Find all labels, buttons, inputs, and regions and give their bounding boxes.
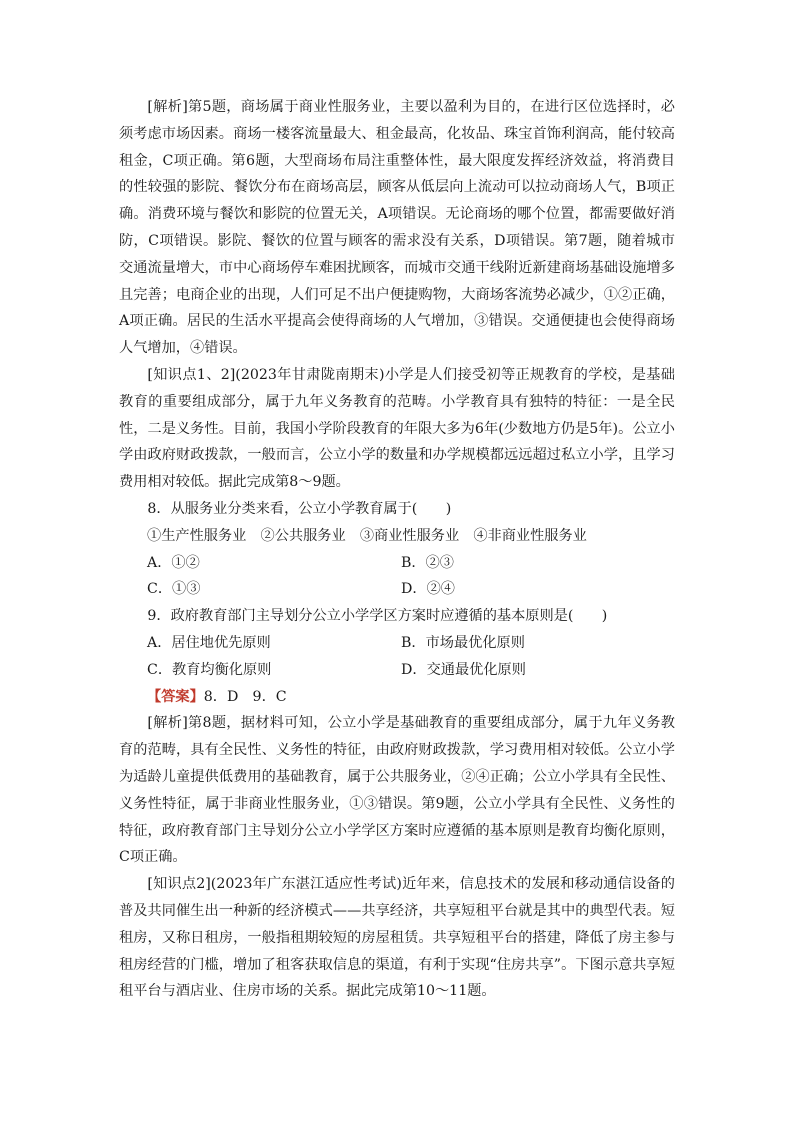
option-9d: D．交通最优化原则 xyxy=(401,661,526,678)
document-page xyxy=(119,94,675,1005)
question-8-items: ①生产性服务业 ②公共服务业 ③商业性服务业 ④非商业性服务业 xyxy=(147,527,587,544)
answer-tag: 【答案】 xyxy=(147,688,204,705)
question-8-stem: 8．从服务业分类来看，公立小学教育属于( ) xyxy=(147,500,452,517)
answer-text: 8．D 9．C xyxy=(203,688,287,705)
question-9-options-row-1 xyxy=(119,630,675,657)
material-q10-11: [知识点2](2023年广东湛江适应性考试)近年来，信息技术的发展和移动通信设备的普及共同催生出一种新的经济模式——共享经济，共享短租平台就是其中的典型代表。短租房，又称日租房，一般指租期较短的房屋租赁。共享短租平台的搭建，降低了房主参与租房经营的门槛，增加了租客获取信息的渠道，有利于实现“住房共享”。下图示意共享短租平台与酒店业、住房市场的关系。据此完成第10～11题。 xyxy=(119,876,675,1000)
analysis-q5-7: [解析]第5题，商场属于商业性服务业，主要以盈利为目的，在进行区位选择时，必须考虑市场因素。商场一楼客流量最大、租金最高，化妆品、珠宝首饰利润高，能付较高租金，C项正确。第6题，大型商场布局注重整体性，最大限度发挥经济效益，将消费目的性较强的影院、餐饮分布在商场高层，顾客从低层向上流动可以拉动商场人气，B项正确。消费环境与餐饮和影院的位置无关，A项错误。无论商场的哪个位置，都需要做好消防，C项错误。影院、餐饮的位置与顾客的需求没有关系，D项错误。第7题，随着城市交通流量增大，市中心商场停车难困扰顾客，而城市交通干线附近新建商场基础设施增多且完善；电商企业的出现，人们可足不出户便捷购物，大商场客流势必减少，①②正确，A项正确。居民的生活水平提高会使得商场的人气增加，③错误。交通便捷也会使得商场人气增加，④错误。 xyxy=(119,99,675,357)
question-8-options-row-1 xyxy=(119,550,675,577)
option-9c: C．教育均衡化原则 xyxy=(147,661,272,678)
option-8c: C．①③ xyxy=(147,581,201,598)
analysis-q8-9: [解析]第8题，据材料可知，公立小学是基础教育的重要组成部分，属于九年义务教育的范畴，具有全民性、义务性的特征，由政府财政拨款，学习费用相对较低。公立小学为适龄儿童提供低费用的基础教育，属于公共服务业，②④正确；公立小学具有全民性、义务性特征，属于非商业性服务业，①③错误。第9题，公立小学具有全民性、义务性的特征，政府教育部门主导划分公立小学学区方案时应遵循的基本原则是教育均衡化原则，C项正确。 xyxy=(119,715,675,866)
question-8-options-row-2 xyxy=(119,576,675,603)
option-8b: B．②③ xyxy=(401,554,454,571)
question-9-options-row-2 xyxy=(119,657,675,684)
question-9-stem: 9．政府教育部门主导划分公立小学学区方案时应遵循的基本原则是( ) xyxy=(147,608,608,625)
answer-line xyxy=(119,684,675,711)
material-q8-9: [知识点1、2](2023年甘肃陇南期末)小学是人们接受初等正规教育的学校，是基础教育的重要组成部分，属于九年义务教育的范畴。小学教育具有独特的特征：一是全民性，二是义务性。目前，我国小学阶段教育的年限大多为6年(少数地方仍是5年)。公立小学由政府财政拨款，一般而言，公立小学的数量和办学规模都远远超过私立小学，且学习费用相对较低。据此完成第8～9题。 xyxy=(119,366,675,491)
option-9b: B．市场最优化原则 xyxy=(401,634,525,651)
option-8d: D．②④ xyxy=(401,581,455,598)
option-8a: A．①② xyxy=(147,554,200,571)
option-9a: A．居住地优先原则 xyxy=(147,634,271,651)
